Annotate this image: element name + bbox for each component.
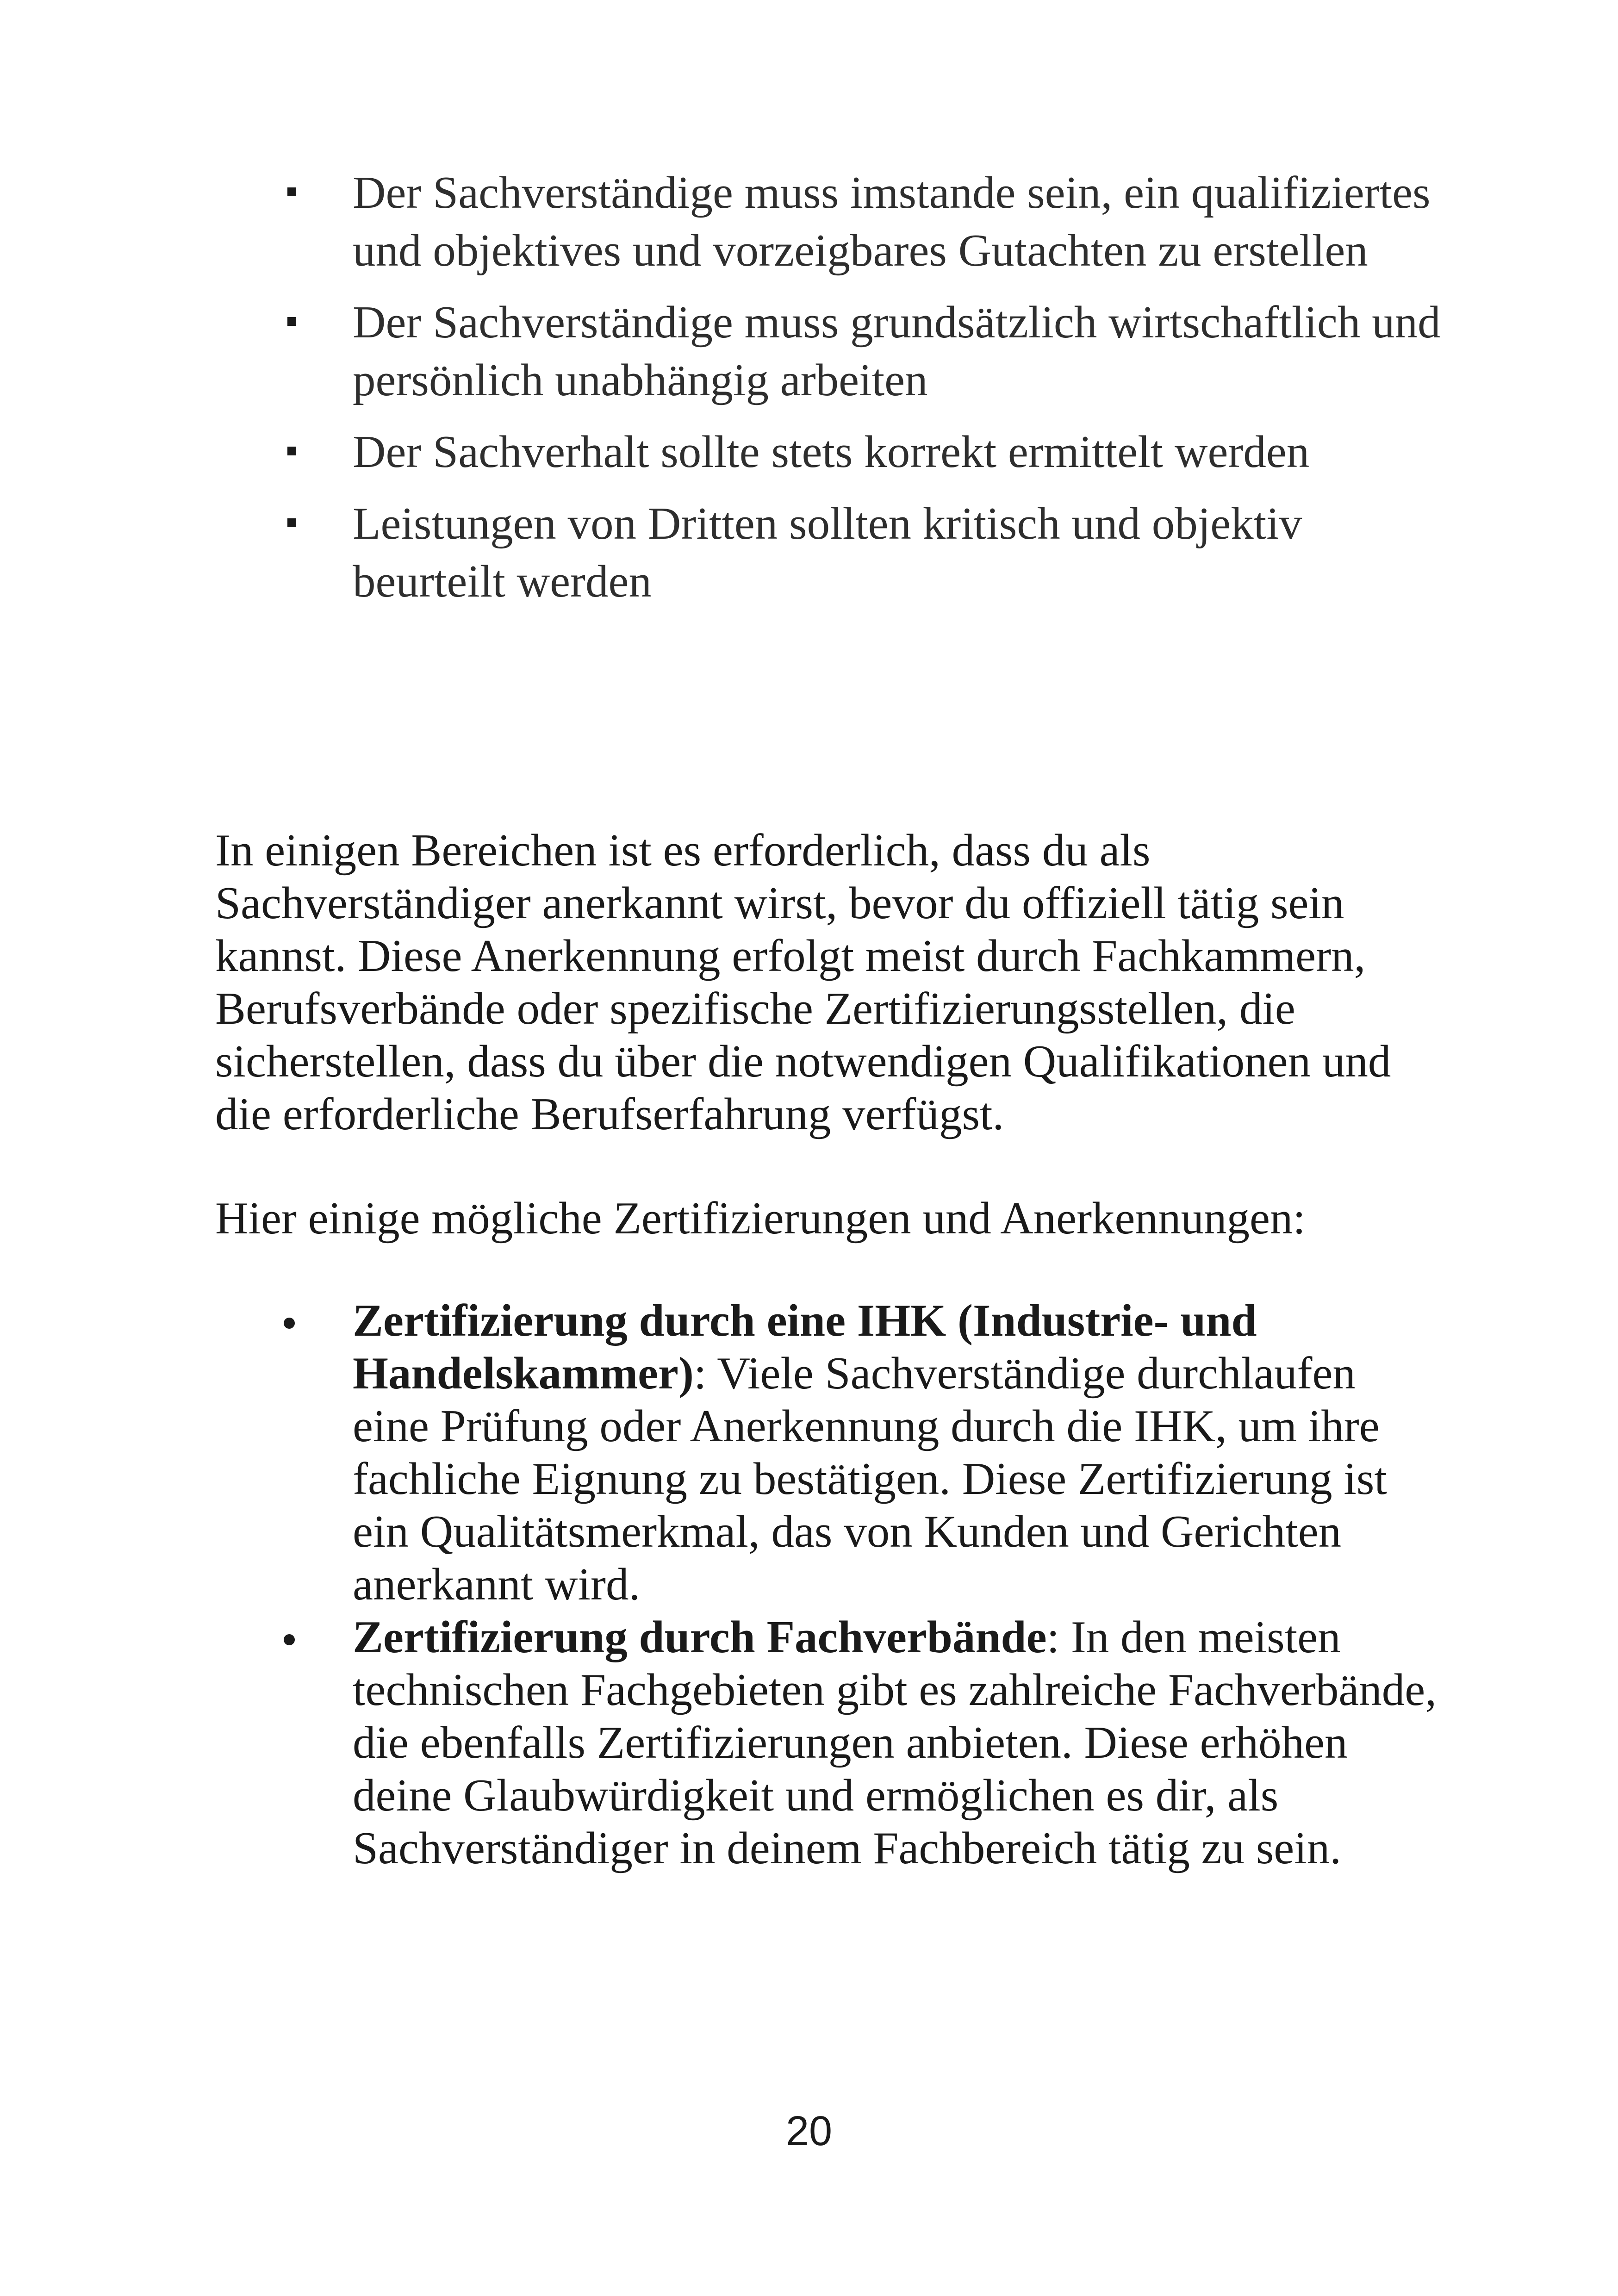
certification-description: : Viele Sachverständige durchlaufen eine Prüfung oder Anerkennung durch die IHK, um ihre fachliche Eignung zu bestätigen. Diese Zertifizierung ist ein Qualitätsmerkmal, das von Kunden und Gerichten anerkannt wird. (353, 1348, 1387, 1610)
certification-term: Zertifizierung durch eine IHK (Industrie- und Handelskammer) (353, 1295, 1257, 1399)
list-item (215, 495, 1465, 610)
round-bullet-icon (284, 1634, 295, 1645)
list-item (215, 164, 1465, 280)
list-item-text: Der Sachverhalt sollte stets korrekt ermittelt werden (353, 427, 1310, 477)
list-item (215, 1611, 1442, 1875)
page-number: 20 (785, 2108, 833, 2154)
certifications-list (215, 1294, 1442, 1875)
square-bullet-icon (287, 317, 296, 326)
list-item (215, 1294, 1442, 1611)
certification-term: Zertifizierung durch Fachverbände (353, 1612, 1047, 1662)
list-item (215, 423, 1465, 481)
certification-description: : In den meisten technischen Fachgebieten gibt es zahlreiche Fachverbände, die ebenfalls Zertifizierungen anbieten. Diese erhöhen deine Glaubwürdigkeit und ermöglichen es dir, als Sachverständiger in deinem Fachbereich tätig zu sein. (353, 1612, 1437, 1873)
recognition-paragraph: In einigen Bereichen ist es erforderlich, dass du als Sachverständiger anerkannt wirst, bevor du offiziell tätig sein kannst. Diese Anerkennung erfolgt meist durch Fachkammern, Berufsverbände oder spezifische Zertifizierungsstellen, die sicherstellen, dass du über die notwendigen Qualifikationen und die erforderliche Berufserfahrung verfügst. (215, 825, 1391, 1139)
certifications-intro: Hier einige mögliche Zertifizierungen und Anerkennungen: (215, 1193, 1306, 1244)
list-item-text: Der Sachverständige muss imstande sein, ein qualifiziertes und objektives und vorzeigbares Gutachten zu erstellen (353, 168, 1431, 276)
square-bullet-icon (287, 187, 296, 196)
list-item-text: Der Sachverständige muss grundsätzlich wirtschaftlich und persönlich unabhängig arbeiten (353, 297, 1441, 405)
list-item (215, 293, 1465, 409)
list-item-text: Leistungen von Dritten sollten kritisch und objektiv beurteilt werden (353, 498, 1302, 607)
square-bullet-icon (287, 447, 296, 455)
square-bullet-icon (287, 518, 296, 527)
requirements-list (215, 164, 1465, 624)
round-bullet-icon (284, 1318, 295, 1329)
